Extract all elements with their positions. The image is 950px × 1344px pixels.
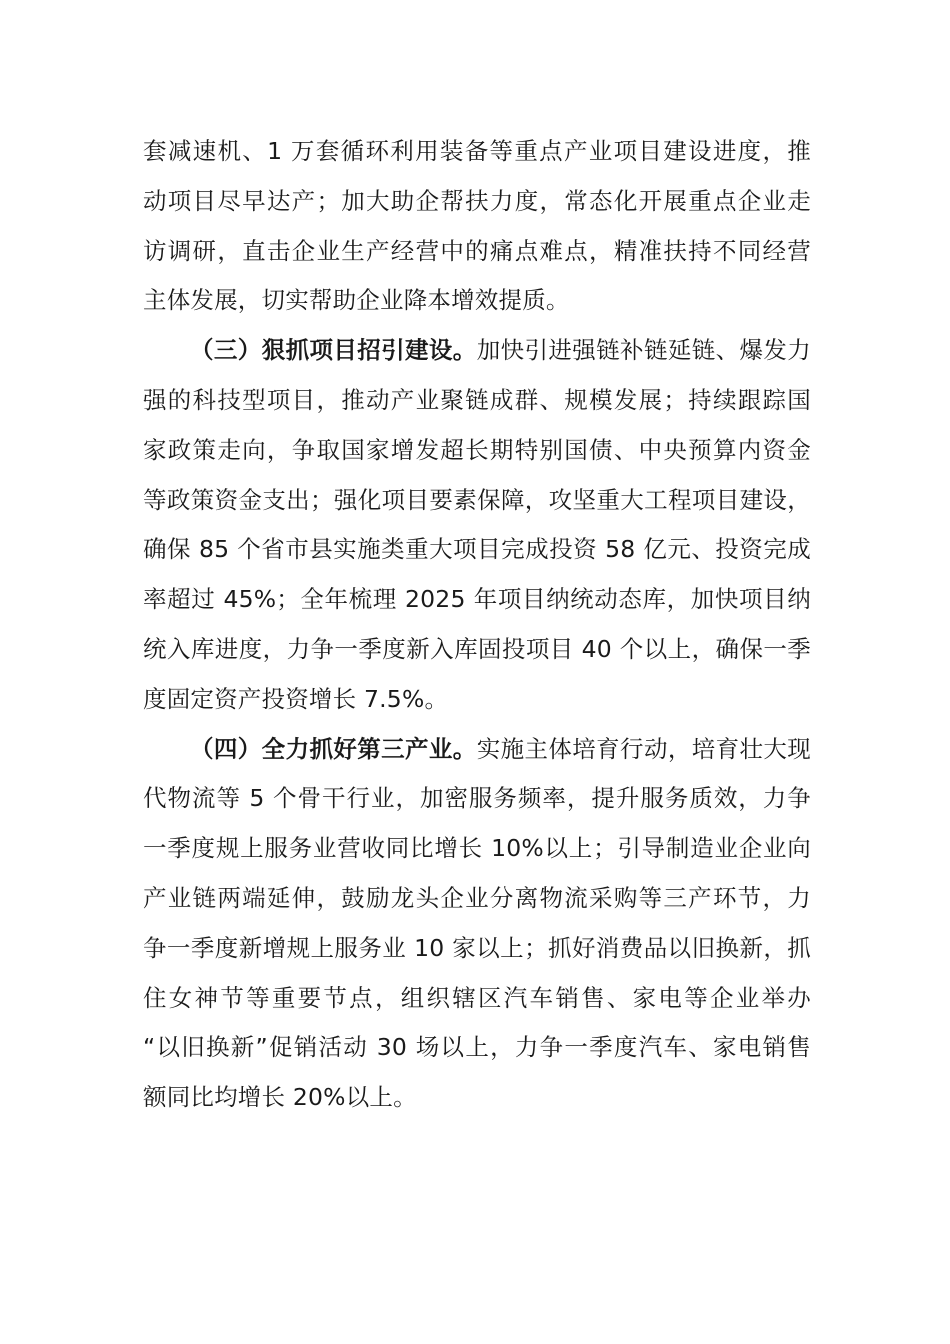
text-line: 住女神节等重要节点，组织辖区汽车销售、家电等企业举办 — [143, 983, 811, 1012]
paragraph-project-investment — [143, 326, 811, 724]
text-run: 加快引进强链补链延链、爆发力 — [476, 336, 811, 365]
text-line: 套减速机、1 万套循环利用装备等重点产业项目建设进度，推 — [143, 137, 811, 165]
text-line: 度固定资产投资增长 7.5%。 — [143, 684, 449, 713]
paragraph-first-line — [143, 725, 811, 775]
text-line: 确保 85 个省市县实施类重大项目完成投资 58 亿元、投资完成 — [143, 535, 811, 564]
text-line: 等政策资金支出；强化项目要素保障，攻坚重大工程项目建设， — [143, 485, 811, 514]
text-run: 实施主体培育行动，培育壮大现 — [476, 734, 811, 763]
text-line: 强的科技型项目，推动产业聚链成群、规模发展；持续跟踪国 — [143, 385, 811, 414]
paragraph-first-line — [143, 326, 811, 376]
text-line: “以旧换新”促销活动 30 场以上，力争一季度汽车、家电销售 — [143, 1033, 811, 1062]
paragraph-continuation — [143, 127, 811, 326]
text-line: 动项目尽早达产；加大助企帮扶力度，常态化开展重点企业走 — [143, 186, 811, 215]
text-line: 率超过 45%；全年梳理 2025 年项目纳统动态库，加快项目纳 — [143, 585, 811, 614]
text-line: 访调研，直击企业生产经营中的痛点难点，精准扶持不同经营 — [143, 236, 811, 265]
text-line: 家政策走向，争取国家增发超长期特别国债、中央预算内资金 — [143, 435, 811, 464]
section-heading: （四）全力抓好第三产业。 — [190, 734, 477, 763]
text-line: 争一季度新增规上服务业 10 家以上；抓好消费品以旧换新，抓 — [143, 933, 811, 962]
text-line: 产业链两端延伸，鼓励龙头企业分离物流采购等三产环节，力 — [143, 883, 811, 912]
text-line: 统入库进度，力争一季度新入库固投项目 40 个以上，确保一季 — [143, 634, 811, 663]
text-line: 额同比均增长 20%以上。 — [143, 1083, 417, 1112]
text-line: 代物流等 5 个骨干行业，加密服务频率，提升服务质效，力争 — [143, 784, 811, 813]
paragraph-tertiary-industry — [143, 725, 811, 1123]
document-body — [143, 127, 811, 1123]
text-line: 主体发展，切实帮助企业降本增效提质。 — [143, 286, 570, 315]
text-line: 一季度规上服务业营收同比增长 10%以上；引导制造业企业向 — [143, 834, 811, 863]
section-heading: （三）狠抓项目招引建设。 — [190, 336, 477, 365]
